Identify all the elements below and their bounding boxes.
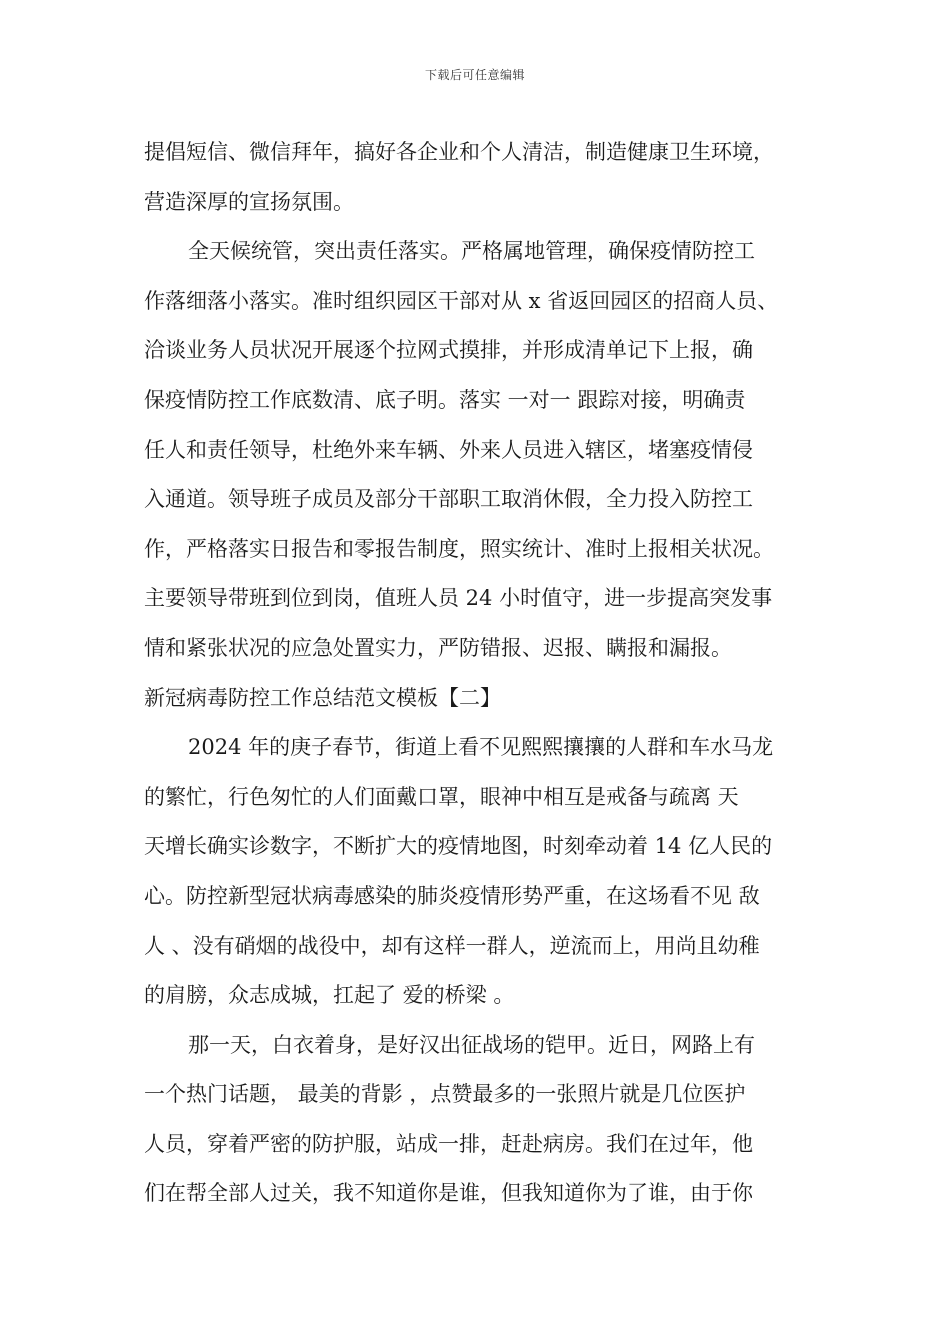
paragraph-start-line: 那一天，白衣着身，是好汉出征战场的铠甲。近日，网路上有 (188, 1032, 755, 1057)
text-line: 洽谈业务人员状况开展逐个拉网式摸排，并形成清单记下上报，确 (144, 338, 753, 363)
text-line: 入通道。领导班子成员及部分干部职工取消休假，全力投入防控工 (144, 487, 753, 512)
text-line: 作落细落小落实。准时组织园区干部对从 x 省返回园区的招商人员、 (144, 288, 779, 313)
text-line: 人员，穿着严密的防护服，站成一排，赶赴病房。我们在过年，他 (144, 1131, 753, 1156)
text-line: 提倡短信、微信拜年，搞好各企业和个人清洁，制造健康卫生环境， (144, 140, 774, 164)
text-line: 们在帮全部人过关，我不知道你是谁，但我知道你为了谁，由于你 (144, 1181, 753, 1206)
text-line: 天增长确实诊数字，不断扩大的疫情地图，时刻牵动着 14 亿人民的 (144, 834, 773, 859)
text-line: 心。防控新型冠状病毒感染的肺炎疫情形势严重，在这场看不见 敌 (144, 883, 760, 908)
paragraph-start-line: 2024 年的庚子春节，街道上看不见熙熙攘攘的人群和车水马龙 (188, 735, 774, 760)
paragraph-start-line: 全天候统管，突出责任落实。严格属地管理，确保疫情防控工 (188, 239, 755, 264)
text-line: 任人和责任领导，杜绝外来车辆、外来人员进入辖区，堵塞疫情侵 (144, 437, 753, 462)
text-line: 营造深厚的宣扬氛围。 (144, 189, 354, 214)
text-line: 的肩膀，众志成城，扛起了 爱的桥梁 。 (144, 983, 515, 1008)
text-line: 情和紧张状况的应急处置实力，严防错报、迟报、瞒报和漏报。 (144, 635, 732, 660)
section-heading: 新冠病毒防控工作总结范文模板【二】 (144, 685, 501, 710)
text-line: 人 、没有硝烟的战役中，却有这样一群人，逆流而上，用尚且幼稚 (144, 933, 760, 958)
page-header: 下载后可任意编辑 (424, 68, 525, 82)
text-line: 一个热门话题， 最美的背影 ，点赞最多的一张照片就是几位医护 (144, 1082, 746, 1107)
text-line: 主要领导带班到位到岗，值班人员 24 小时值守，进一步提高突发事 (144, 586, 773, 611)
document-body (144, 128, 816, 1219)
text-line: 的繁忙，行色匆忙的人们面戴口罩，眼神中相互是戒备与疏离 天 (144, 784, 739, 809)
text-line: 保疫情防控工作底数清、底子明。落实 一对一 跟踪对接，明确责 (144, 387, 746, 412)
text-line: 作，严格落实日报告和零报告制度，照实统计、准时上报相关状况。 (144, 536, 774, 561)
